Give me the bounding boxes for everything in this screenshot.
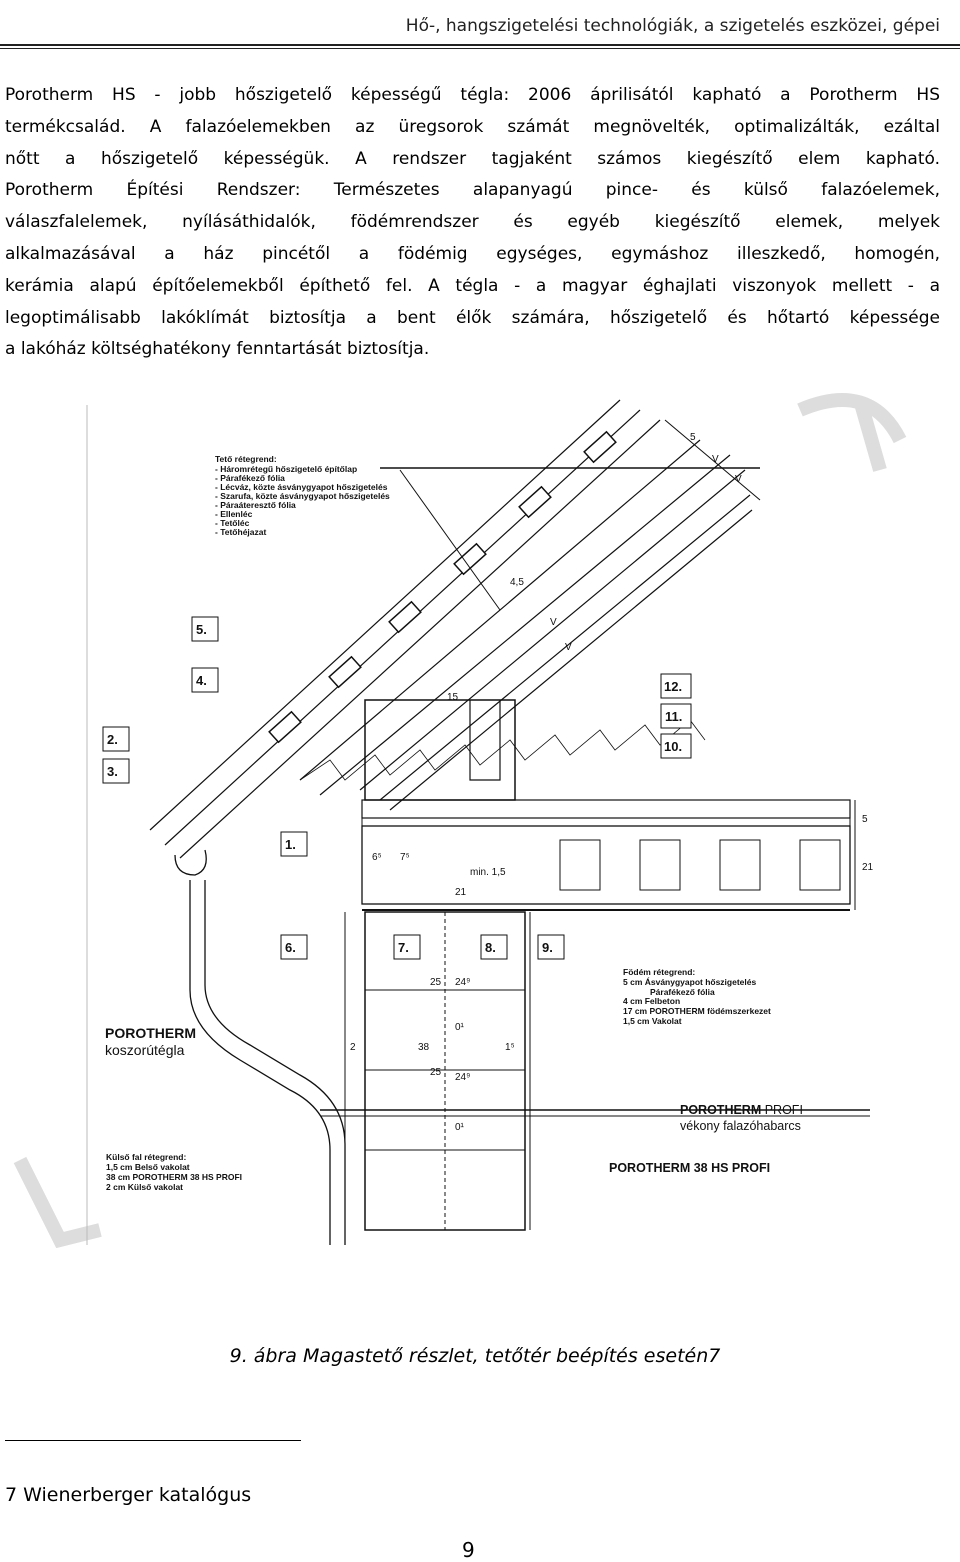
drawing-label: - Tetőhéjazat [215,527,267,537]
drawing-label: 6. [285,940,296,955]
figure-caption: 9. ábra Magastető részlet, tetőtér beépítés esetén7 [229,1345,721,1367]
header-rule [0,44,960,46]
drawing-label: - Háromrétegű hőszigetelő építőlap [215,464,358,474]
drawing-label: 21 [455,887,467,898]
drawing-label: 25 [430,977,442,988]
product-labels [105,1025,803,1175]
drawing-label: vékony falazóhabarcs [680,1119,801,1133]
footnote-rule [5,1440,301,1441]
drawing-label: 2 [350,1042,356,1053]
drawing-label: 17 cm POROTHERM födémszerkezet [623,1006,771,1016]
running-header: Hő-, hangszigetelési technológiák, a szigetelés eszközei, gépei [405,16,940,36]
drawing-label: V [565,642,572,653]
body-line: a lakóház költséghatékony fenntartását biztosítja. [5,339,430,360]
drawing-label: 5 [690,432,696,443]
drawing-label: 1,5 cm Belső vakolat [106,1162,190,1172]
drawing-label: 38 cm POROTHERM 38 HS PROFI [106,1172,243,1182]
drawing-label: - Ellenléc [215,509,253,519]
drawing-label: 3. [107,764,118,779]
body-line: kerámia alapú építőelemekből építhető fel. A tégla - a magyar éghajlati viszonyok mellett - a [5,275,940,296]
drawing-label: 7⁵ [400,852,410,863]
drawing-label: 4 cm Felbeton [623,996,681,1006]
drawing-label: - Páraáteresztő fólia [215,500,296,510]
drawing-label: 1. [285,837,296,852]
drawing-label: 2. [107,732,118,747]
body-line: Porotherm Építési Rendszer: Természetes alapanyagú pince- és külső falazóelemek, [5,180,940,201]
number-labels [103,617,691,959]
drawing-label: 12. [664,679,683,694]
drawing-label: 38 [418,1042,430,1053]
drawing-label: Külső fal rétegrend: [106,1152,187,1162]
footnote: 7 Wienerberger katalógus [5,1484,252,1506]
drawing-label: 5. [196,622,207,637]
roof-layers-legend [215,454,390,537]
body-line: Porotherm HS - jobb hőszigetelő képességű tégla: 2006 áprilisától kapható a Porotherm HS [5,85,940,105]
roof-detail-drawing [0,380,960,1280]
drawing-label: PROFI [761,1103,803,1117]
drawing-label: koszorútégla [105,1042,185,1058]
wall-layers-legend [106,1152,242,1192]
drawing-label: 21 [862,862,874,873]
drawing-label: V [735,474,742,485]
drawing-label: 9. [542,940,553,955]
floor-layers-legend [623,967,771,1026]
drawing-label: - Lécváz, közte ásványgyapot hőszigetelés [215,482,388,492]
drawing-label: 24⁹ [455,1072,471,1083]
drawing-label: 5 [862,814,868,825]
drawing-label: Párafékező fólia [650,987,715,997]
drawing-label: 15 [447,692,459,703]
body-line: válaszfalelemek, nyílásáthidalók, födémrendszer és egyéb kiegészítő elemek, melyek [5,212,940,233]
drawing-label: 8. [485,940,496,955]
page-number: 9 [462,1538,475,1562]
header-rule-thin [0,48,960,49]
body-line: termékcsalád. A falazóelemekben az üregsorok számát megnövelték, optimalizálták, ezáltal [5,116,940,137]
drawing-label: - Párafékező fólia [215,473,285,483]
drawing-label: POROTHERM [105,1025,196,1041]
drawing-label: - Tetőléc [215,518,250,528]
drawing-label: 11. [665,709,683,724]
floor-slab [362,800,850,910]
drawing-label: 4. [196,673,207,688]
drawing-label: 4,5 [510,577,524,588]
drawing-label: 25 [430,1067,442,1078]
body-line: alkalmazásával a ház pincétől a födémig egységes, egymáshoz illeszkedő, homogén, [5,243,940,264]
drawing-label: 7. [398,940,409,955]
drawing-label: Födém rétegrend: [623,967,696,977]
drawing-label: 2 cm Külső vakolat [106,1182,184,1192]
dimension-labels [350,432,874,1133]
drawing-label: V [550,617,557,628]
roof-tiles [269,432,616,742]
legend-title: Tető rétegrend: [215,454,277,464]
gutter [175,850,345,1245]
drawing-label: 1⁵ [505,1042,515,1053]
drawing-label: 6⁵ [372,852,382,863]
drawing-label: 0¹ [455,1022,464,1033]
body-line: legoptimálisabb lakóklímát biztosítja a bent élők számára, hőszigetelő és hőtartó képessége [5,307,940,328]
body-line: nőtt a hőszigetelő képességük. A rendszer tagjaként számos kiegészítő elem kapható. [5,148,940,169]
svg-text:POROTHERM PROFI [680,1103,803,1117]
drawing-label: POROTHERM [680,1103,762,1117]
drawing-label: POROTHERM 38 HS PROFI [609,1161,771,1175]
drawing-label: min. 1,5 [470,867,506,878]
drawing-label: 10. [664,739,683,754]
drawing-label: 1,5 cm Vakolat [623,1016,682,1026]
drawing-label: - Szarufa, közte ásványgyapot hőszigetelés [215,491,390,501]
drawing-label: 0¹ [455,1122,464,1133]
drawing-label: V [712,454,719,465]
drawing-label: 24⁹ [455,977,471,988]
drawing-label: 5 cm Ásványgyapot hőszigetelés [623,977,757,987]
body-text [5,80,940,366]
